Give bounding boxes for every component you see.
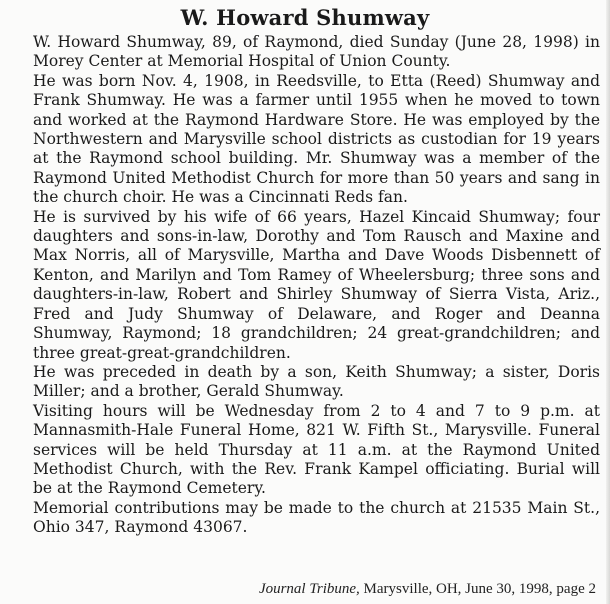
obituary-paragraph-life: He was born Nov. 4, 1908, in Reedsville, to Etta (Reed) Shumway and Frank Shumway. He was a farmer until 1955 when he moved to town and worked at the Raymond Hardware Store. He was employed by the Northwestern and Marysville school districts as custodian for 19 years at the Raymond school building. Mr. Shumway was a member of the Raymond United Methodist Church for more than 50 years and sang in the church choir. He was a Cincinnati Reds fan. bbox=[33, 71, 600, 207]
source-citation bbox=[259, 580, 596, 598]
obituary-paragraph-preceded: He was preceded in death by a son, Keith Shumway; a sister, Doris Miller; and a brother, Gerald Shumway. bbox=[33, 362, 600, 401]
obituary-paragraph-services: Visiting hours will be Wednesday from 2 to 4 and 7 to 9 p.m. at Mannasmith-Hale Funeral Home, 821 W. Fifth St., Marysville. Funeral services will be held Thursday at 11 a.m. at the Raymond United Methodist Church, with the Rev. Frank Kampel officiating. Burial will be at the Raymond Cemetery. bbox=[33, 401, 600, 498]
obituary-paragraph-memorials: Memorial contributions may be made to the church at 21535 Main St., Ohio 347, Raymond 43067. bbox=[33, 498, 600, 537]
paper-edge-shadow bbox=[606, 0, 610, 604]
source-publication: Journal Tribune, bbox=[258, 581, 360, 597]
source-details: Marysville, OH, June 30, 1998, page 2 bbox=[359, 581, 596, 597]
obituary-body bbox=[33, 33, 600, 538]
obituary-headline: W. Howard Shumway bbox=[180, 5, 430, 30]
obituary-paragraph-survivors: He is survived by his wife of 66 years, Hazel Kincaid Shumway; four daughters and sons-in-law, Dorothy and Tom Rausch and Maxine and Max Norris, all of Marysville, Martha and Dave Woods Disbennett of Kenton, and Marilyn and Tom Ramey of Wheelersburg; three sons and daughters-in-law, Robert and Shirley Shumway of Sierra Vista, Ariz., Fred and Judy Shumway of Delaware, and Roger and Deanna Shumway, Raymond; 18 grandchildren; 24 great-grandchildren; and three great-great-grandchildren. bbox=[33, 207, 600, 362]
obituary-paragraph-death: W. Howard Shumway, 89, of Raymond, died Sunday (June 28, 1998) in Morey Center at Memorial Hospital of Union County. bbox=[33, 33, 600, 71]
